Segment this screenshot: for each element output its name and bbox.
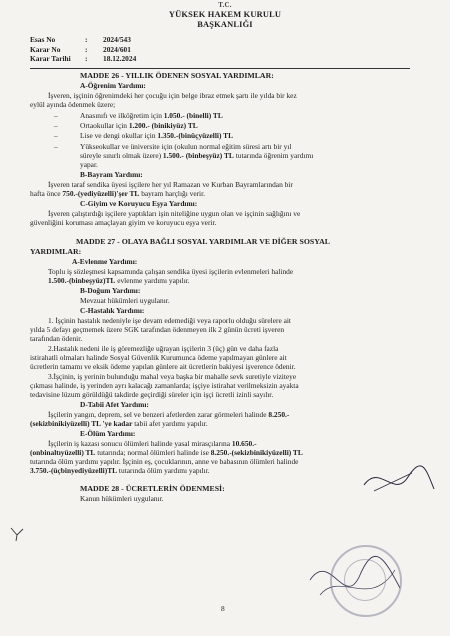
karar-label: Karar No — [30, 44, 61, 54]
dash-bullet: – — [54, 142, 58, 151]
paragraph-line: 1. İşçinin hastalık nedeniyle işe devam edemediği veya raporlu olduğu sürelere ait — [48, 316, 291, 325]
colon: : — [85, 54, 88, 63]
paragraph-line: 2.Hastalık nedeni ile iş göremezliğe uğrayan işçilerin 3 (üç) gün ve daha fazla — [48, 344, 279, 353]
paragraph-line: (sekizbinikiyüzelli) TL 'ye kadar tabii afet yardımı yapılır. — [30, 419, 208, 428]
colon: : — [85, 44, 88, 54]
karar-value: 2024/601 — [103, 44, 131, 54]
tarih-label: Karar Tarihi — [30, 54, 71, 63]
article-27-title: MADDE 27 - OLAYA BAĞLI SOSYAL YARDIMLAR VE DİĞER SOSYAL — [76, 237, 330, 246]
paragraph-line: ücretlerin tamamı ve eksik ödeme yapılan günlere ait ücretlerin bakiyesi işverence ödenir. — [30, 362, 296, 371]
esas-label: Esas No — [30, 35, 56, 44]
dash-bullet: – — [54, 131, 58, 140]
education-item-3: Lise ve dengi okullar için 1.350.-(binüçyüzelli) TL — [80, 131, 233, 140]
paragraph-line: güvenliğini koruması amaçlayan giyim ve koruyucu eşya verir. — [30, 218, 217, 227]
education-item-2: Ortaokullar için 1.200.- (binikiyüz) TL — [80, 121, 198, 130]
page-number: 8 — [221, 604, 225, 613]
education-item-4-cont: süreyle sınırlı olmak üzere) 1.500.- (binbeşyüz) TL tutarında öğrenim yardımı — [80, 151, 314, 160]
colon: : — [85, 35, 88, 44]
paragraph-line: İşveren, işçinin öğrenimdeki her çocuğu için belge ibraz etmek şartı ile yılda bir kez — [48, 91, 297, 100]
dash-bullet: – — [54, 121, 58, 130]
dash-bullet: – — [54, 111, 58, 120]
header-institution: YÜKSEK HAKEM KURULU — [168, 10, 282, 19]
paragraph-line: tutarında ölüm yardımı yapılır. İşçinin eş, çocuklarının, anne ve babasının ölümleri halinde — [30, 457, 299, 466]
paragraph-line: yılda 5 defayı geçmemek üzere SGK tarafından ödenmeyen ilk 2 günün ücreti işveren — [30, 325, 285, 334]
article-26-title: MADDE 26 - YILLIK ÖDENEN SOSYAL YARDIMLAR: — [80, 71, 274, 80]
paragraph-line: Mevzuat hükümleri uygulanır. — [80, 296, 170, 305]
paragraph-line: (onbinaltıyüzelli) TL tutarında; normal ölümleri halinde ise 8.250.-(sekizbinikiyüzelli) TL — [30, 448, 303, 457]
header-tc: T.C. — [218, 1, 232, 9]
paragraph-line: 1.500.-(binbeşyüz)TL evlenme yardımı yapılır. — [48, 276, 190, 285]
paragraph-line: İşveren taraf sendika üyesi işçilere her yıl Ramazan ve Kurban Bayramlarından bir — [48, 180, 293, 189]
death-aid-title: E-Ölüm Yardımı: — [80, 429, 136, 438]
article-27-title-cont: YARDIMLAR: — [30, 247, 82, 256]
holiday-aid-title: B-Bayram Yardımı: — [80, 170, 143, 179]
seal-inner-ring — [344, 559, 386, 601]
paragraph-line: İşçilerin iş kazası sonucu ölümleri halinde yasal mirasçılarına 10.650.- — [48, 439, 257, 448]
education-aid-title: A-Öğrenim Yardımı: — [80, 81, 146, 90]
disaster-aid-title: D-Tabii Afet Yardımı: — [80, 400, 149, 409]
header-presidency: BAŞKANLIĞI — [197, 20, 253, 29]
paragraph-line: İşveren çalıştırdığı işçilere yaptıkları işin niteliğine uygun olan ve işçinin sağlığını ve — [48, 209, 301, 218]
karar-row — [30, 45, 136, 55]
education-item-4: Yükseokullar ve üniversite için (okulun normal eğitim süresi artı bir yıl — [80, 142, 292, 151]
sickness-aid-title: C-Hastalık Yardımı: — [80, 306, 145, 315]
education-item-1: Anasınıfı ve ilköğretim için 1.050.- (binelli) TL — [80, 111, 223, 120]
esas-value: 2024/543 — [103, 35, 131, 44]
paragraph-line: çıkması halinde, iş yerinden ayrı kalacağı zamanlarda; işçiye istirahat verilmeksizin ayakta — [30, 381, 299, 390]
marriage-aid-title: A-Evlenme Yardımı: — [72, 257, 138, 266]
birth-aid-title: B-Doğum Yardımı: — [80, 286, 141, 295]
paragraph-line: İşçilerin yangın, deprem, sel ve benzeri afetlerden zarar görmeleri halinde 8.250.- — [48, 410, 290, 419]
paragraph-line: tarafından ödenir. — [30, 334, 83, 343]
margin-mark — [8, 525, 26, 543]
divider — [30, 68, 410, 69]
esas-row — [30, 35, 136, 45]
paragraph-line: 3.İşçinin, iş yerinin bulunduğu mahal veya başka bir mahalle sevk suretiyle viziteye — [48, 372, 297, 381]
tarih-row — [30, 54, 136, 64]
paragraph-line: eylül ayında ödenmek üzere; — [30, 100, 116, 109]
paragraph-line: istirahatli olmaları halinde Sosyal Güvenlik Kurumunca ödeme yapılmayan günlere ait — [30, 353, 287, 362]
paragraph-line: Toplu iş sözleşmesi kapsamında çalışan sendika üyesi işçilerin evlenmeleri halinde — [48, 267, 294, 276]
paragraph-line: Kanun hükümleri uygulanır. — [80, 494, 164, 503]
article-28-title: MADDE 28 - ÜCRETLERİN ÖDENMESİ: — [80, 484, 225, 493]
paragraph-line: 3.750.-(üçbinyediyüzelli)TL tutarında ölüm yardımı yapılır. — [30, 466, 210, 475]
tarih-value: 18.12.2024 — [103, 54, 137, 63]
clothing-aid-title: C-Giyim ve Koruyucu Eşya Yardımı: — [80, 199, 198, 208]
education-item-4-end: yapar. — [80, 160, 98, 169]
official-seal — [330, 545, 402, 617]
paragraph-line: tedavisine lüzum görüldüğü takdirde geçirdiği süreler için işçi ücretli izinli sayılır. — [30, 390, 274, 399]
case-meta — [30, 35, 136, 64]
paragraph-line: hafta önce 750.-(yediyüzelli)'şer TL bayram harçlığı verir. — [30, 189, 206, 198]
signature-mark — [360, 455, 440, 510]
